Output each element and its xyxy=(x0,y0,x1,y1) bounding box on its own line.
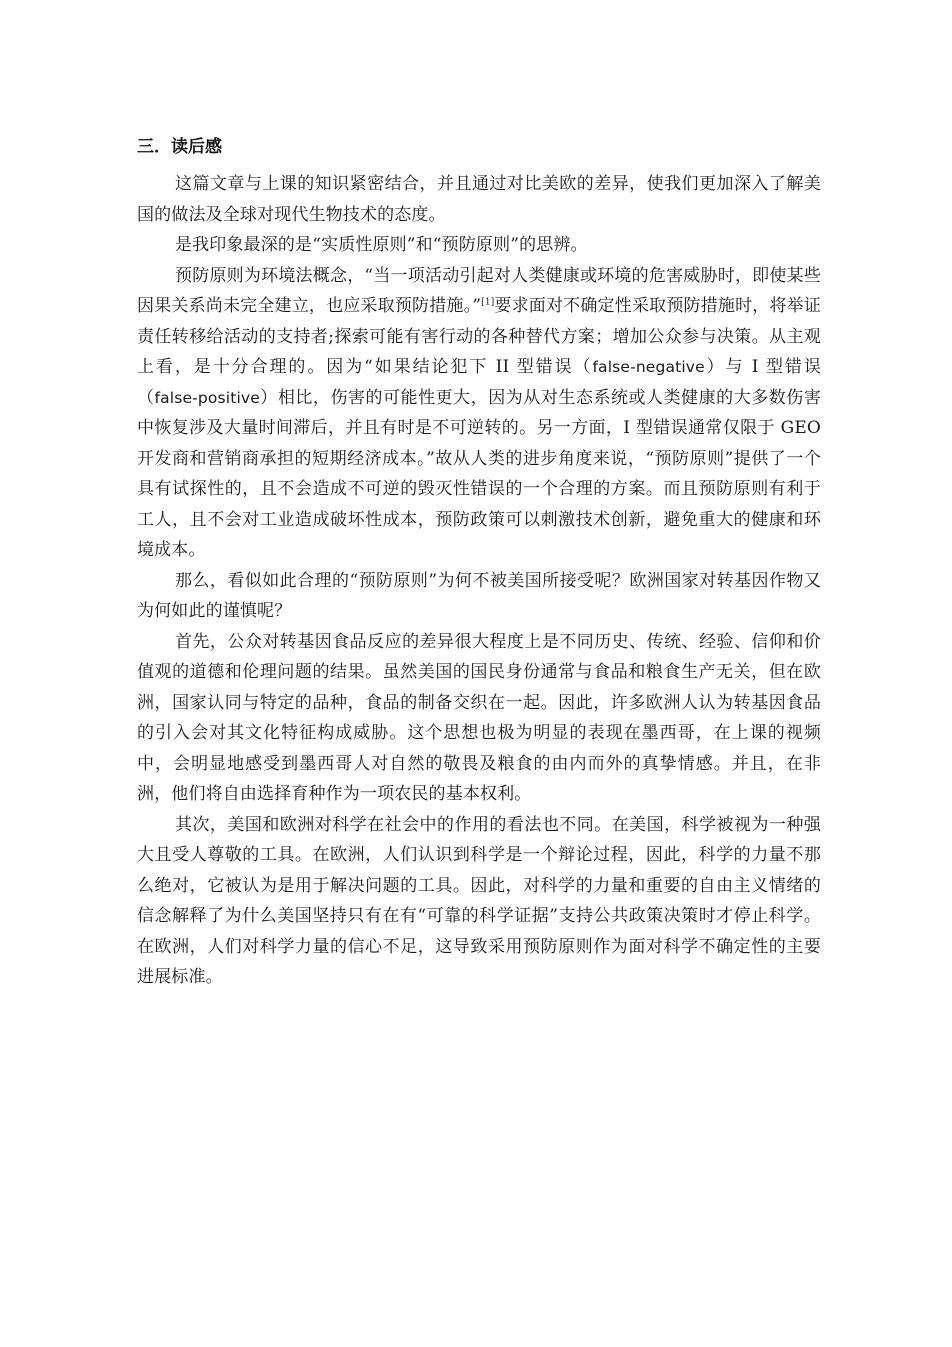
paragraph-first-reason: 首先，公众对转基因食品反应的差异很大程度上是不同历史、传统、经验、信仰和价值观的道德和伦理问题的结果。虽然美国的国民身份通常与食品和粮食生产无关，但在欧洲，国家认同与特定的品种，食品的制备交织在一起。因此，许多欧洲人认为转基因食品的引入会对其文化特征构成威胁。这个思想也极为明显的表现在墨西哥，在上课的视频中，会明显地感受到墨西哥人对自然的敬畏及粮食的由内而外的真挚情感。并且，在非洲，他们将自由选择育种作为一项农民的基本权利。 xyxy=(137,631,821,804)
paragraph-precautionary-principle xyxy=(137,261,821,566)
document-page xyxy=(137,133,821,993)
paragraph-question: 那么，看似如此合理的“预防原则”为何不被美国所接受呢？欧洲国家对转基因作物又为何如此的谨慎呢？ xyxy=(137,570,821,621)
paragraph-segment: ）与 I 型错误（ xyxy=(137,357,821,408)
paragraph-impression: 是我印象最深的是“实质性原则”和“预防原则”的思辨。 xyxy=(175,235,588,255)
paragraph-segment: 预防原则为环境法概念，“当一项活动引起对人类健康或环境的危害威胁时，即使某些因果关系尚未完全建立，也应采取预防措施。” xyxy=(137,265,821,316)
paragraph-segment: ）相比，伤害的可能性更大，因为从对生态系统或人类健康的大多数伤害中恢复涉及大量时间滞后，并且有时是不可逆转的。另一方面，I 型错误通常仅限于 GEO 开发商和营销商承担的短期经济成本。”故从人类的进步角度来说，“预防原则”提供了一个具有试探性的，且不会造成不可逆的毁灭性错误的一个合理的方案。而且预防原则有利于工人，且不会对工业造成破坏性成本，预防政策可以刺激技术创新，避免重大的健康和环境成本。 xyxy=(137,387,821,560)
paragraph-second-reason: 其次，美国和欧洲对科学在社会中的作用的看法也不同。在美国，科学被视为一种强大且受人尊敬的工具。在欧洲，人们认识到科学是一个辩论过程，因此，科学的力量不那么绝对，它被认为是用于解决问题的工具。因此，对科学的力量和重要的自由主义情绪的信念解释了为什么美国坚持只有在有“可靠的科学证据”支持公共政策决策时才停止科学。在欧洲，人们对科学力量的信心不足，这导致采用预防原则作为面对科学不确定性的主要进展标准。 xyxy=(137,814,821,987)
paragraph-intro: 这篇文章与上课的知识紧密结合，并且通过对比美欧的差异，使我们更加深入了解美国的做法及全球对现代生物技术的态度。 xyxy=(137,174,821,225)
citation-marker: [1] xyxy=(481,297,495,308)
section-heading: 三．读后感 xyxy=(137,137,222,157)
term-false-positive: false-positive xyxy=(154,388,260,407)
paragraph-segment: 要求面对不确定性采取预防措施时，将举证责任转移给活动的支持者;探索可能有害行动的各种替代方案；增加公众参与决策。从主观上看，是十分合理的。因为“如果结论犯下 II 型错误（ xyxy=(137,296,822,377)
term-false-negative: false-negative xyxy=(592,358,705,376)
